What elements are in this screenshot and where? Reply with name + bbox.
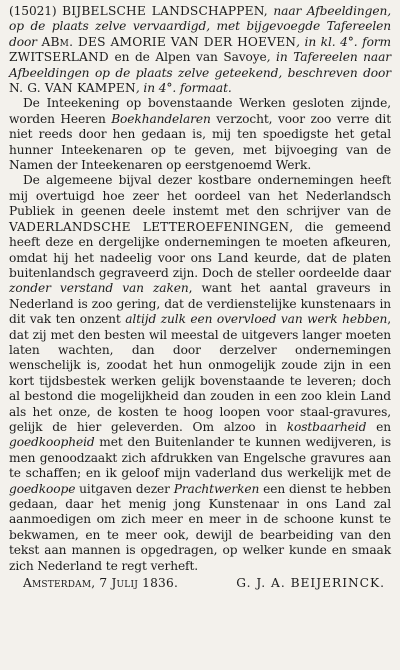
p2-caps: VADERLANDSCHE LETTEROEFENINGEN <box>9 219 290 234</box>
p1-text-b: verzocht, voor zoo verre dit niet reeds door hen gedaan is, mij ten spoedigste het getal hunner Inteekenaren op te geven, met bijvoeging van de Namen der Inteekenaren op eerstgenoemd Werk. <box>9 111 391 173</box>
title-text-5: , in 4°. formaat. <box>135 81 232 96</box>
signature-name: G. J. A. BEIJERINCK. <box>236 576 385 591</box>
p2-text-h: een dienst te hebben gedaan, daar het menig jong Kunstenaar in ons Land zal aanmoedigen om zich meer en meer in de schoone kunst te bekwamen, en te meer ook, dewijl de bearbeiding van den tekst aan mannen is opgedragen, op welker kunde en smaak zich Nederland te regt verheft. <box>9 481 392 573</box>
p2-text-b: , die gemeend heeft deze en dergelijke ondernemingen te moeten afkeuren, omdat hij het nadeelig voor ons Land keurde, dat de platen buitenlandsch gegraveerd zijn. Doch de steller oordeelde daar <box>9 219 391 280</box>
p2-text-g: uitgaven dezer <box>75 481 174 496</box>
title-text-1: naar Afbeeldingen, op de plaats zelve vervaardigd, met bijgevoegde Tafereelen door <box>9 4 391 49</box>
p2-emphasis-1: zonder verstand van zaken <box>9 281 189 296</box>
p2-emphasis-4: goedkoopheid <box>9 435 95 450</box>
signature-place-date: Amsterdam, 7 Julij 1836. <box>23 576 179 591</box>
p2-text-a: De algemeene bijval dezer kostbare ondernemingen heeft mij overtuigd hoe zeer het oordeel van het Nederlandsch Publiek in geenen deele instemt met den schrijver van de <box>9 173 391 219</box>
notice-number: (15021) <box>9 4 57 18</box>
p2-text-e: en <box>366 419 391 434</box>
notice-title <box>9 4 391 96</box>
paragraph-1 <box>9 96 391 173</box>
author-1: ABm. DES AMORIE VAN DER HOEVEN <box>41 34 297 49</box>
p1-emphasis: Boekhandelaren <box>111 111 211 126</box>
p2-emphasis-2: altijd zulk een overvloed van werk hebben <box>125 312 388 327</box>
p2-emphasis-3: kostbaarheid <box>286 419 367 434</box>
title-caps: BIJBELSCHE LANDSCHAPPEN, <box>62 4 268 18</box>
paragraph-2 <box>9 173 391 574</box>
signature-line <box>9 576 391 591</box>
p2-emphasis-5: goedkoope <box>9 481 76 496</box>
p2-text-c: , want het aantal graveurs in Nederland is zoo gering, dat de verdienstelijke kunstenaars in dit vak ten onzent <box>9 281 391 327</box>
subject-caps: ZWITSERLAND <box>9 50 109 65</box>
p2-text-f: met den Buitenlander te kunnen wedijveren, is men genoodzaakt zich afdrukken van Engelsche gravures aan te schaffen; en ik geloof mijn vaderland dus werkelijk met de <box>9 435 391 481</box>
author-2: N. G. VAN KAMPEN <box>9 81 136 96</box>
p2-emphasis-6: Prachtwerken <box>173 481 260 496</box>
title-text-2: , in kl. 4°. form <box>296 34 391 49</box>
p2-text-d: , dat zij met den besten wil meestal de uitgevers langer moeten laten wachten, dan door derzelver ondernemingen wenschelijk is, zoodat het hun onmogelijk zoude zijn in een kort tijdsbestek werken gelijk bovenstaande te leveren; doch al bestond die mogelijkheid dan zouden in een zoo klein Land als het onze, de kosten te hoog loopen voor staal-gravures, gelijk de hier geleverden. Om alzoo in <box>9 312 391 434</box>
title-text-3: en de Alpen van Savoye <box>108 50 267 65</box>
p1-text-a: De Inteekening op bovenstaande Werken gesloten zijnde, worden Heeren <box>9 96 391 126</box>
title-text-4: , in Tafereelen naar Afbeeldingen op de plaats zelve geteekend, beschreven door <box>9 50 391 80</box>
